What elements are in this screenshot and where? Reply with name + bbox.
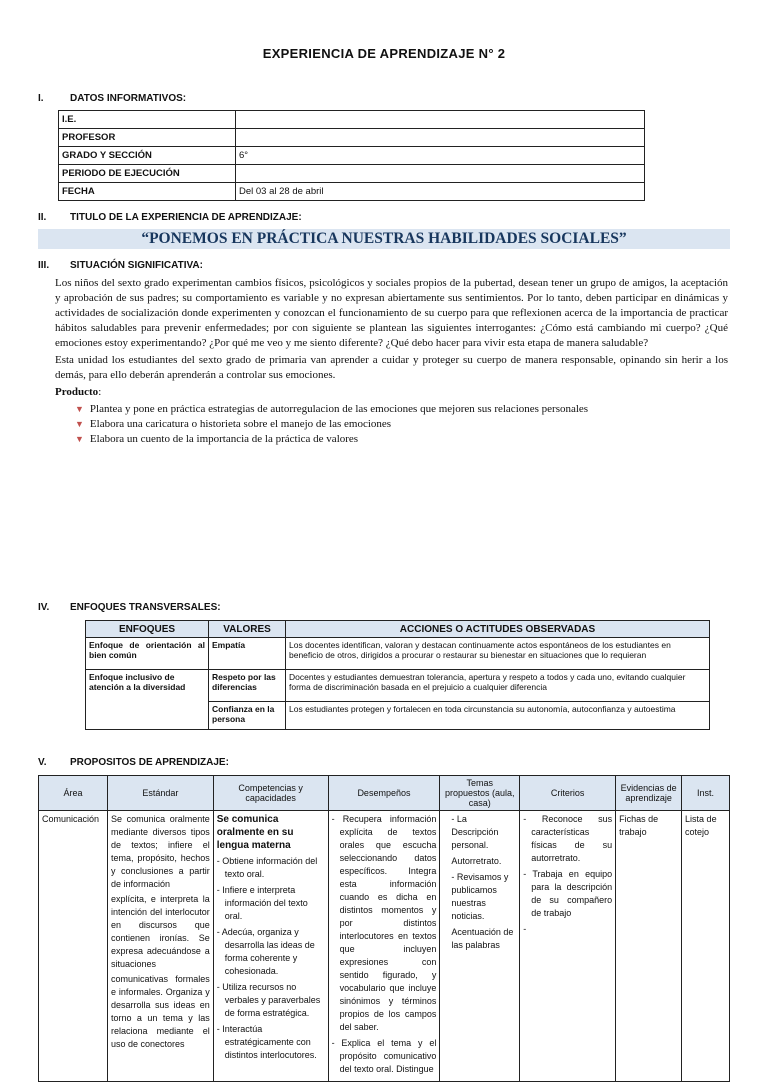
accion-cell: Los estudiantes protegen y fortalecen en toda circunstancia su autonomía, autoconfianza y autoestima <box>286 702 710 730</box>
column-header: Área <box>39 776 108 811</box>
info-row <box>59 111 645 129</box>
desempeno-item: - Recupera información explícita de textos orales que escucha seleccionando datos específicos. Integra esta información cuando es dicha en distintos momentos y por distintos interlocutores en textos que incluyen expresiones con sentido figurado, y vocabulario que incluye sinónimos y términos propios de los campos del saber. <box>331 814 437 1032</box>
accion-cell: Los docentes identifican, valoran y destacan continuamente actos espontáneos de los estudiantes en beneficio de otros, dirigidos a procurar o restaurar su bienestar en situaciones que lo requieran <box>286 638 710 670</box>
valor-cell: Empatía <box>209 638 286 670</box>
bullet-arrow-icon: ▼ <box>75 404 84 414</box>
section-3-heading <box>38 260 203 271</box>
document-title: EXPERIENCIA DE APRENDIZAJE N° 2 <box>262 46 506 61</box>
info-row <box>59 183 645 201</box>
section-label: PROPOSITOS DE APRENDIZAJE: <box>70 757 229 768</box>
capacidad-item-text: Adecúa, organiza y desarrolla las ideas de forma coherente y cohesionada. <box>221 927 315 976</box>
desempeno-item-text: Recupera información explícita de textos orales que escucha seleccionando datos específicos. Integra esta información cuando es dicha en distintos momentos y por distintos interlocutores en textos que incluyen expresiones con sentido figurado, y vocabulario que incluye sinónimos y términos propios de los campos del saber. <box>339 814 437 1032</box>
info-value: Del 03 al 28 de abril <box>236 183 645 201</box>
criterio-item: - Reconoce sus características físicas de su autorretrato. <box>523 814 613 863</box>
section-1-heading <box>38 93 186 104</box>
criterio-item: - Trabaja en equipo para la descripción de su compañero de trabajo <box>523 869 613 918</box>
estandar-text: Se comunica oralmente mediante diversos tipos de textos; infiere el tema, propósito, hechos y conclusiones a partir de información <box>110 814 210 889</box>
valor-cell: Confianza en la persona <box>209 702 286 730</box>
estandar-cell <box>107 811 213 1082</box>
capacidad-item: - Infiere e interpreta información del texto oral. <box>216 885 308 921</box>
capacidad-item-text: Utiliza recursos no verbales y paraverbales de forma estratégica. <box>222 982 321 1018</box>
section-number: IV. <box>38 602 50 613</box>
producto-item <box>75 402 728 417</box>
section-4-heading <box>38 602 221 613</box>
column-header: Estándar <box>107 776 213 811</box>
info-label: PERIODO DE EJECUCIÓN <box>59 165 236 183</box>
producto-item <box>75 432 728 447</box>
header-valores: VALORES <box>209 621 286 638</box>
section-number: II. <box>38 212 47 223</box>
producto-label: Producto <box>55 386 99 398</box>
section-5-heading <box>38 757 229 768</box>
section-label: DATOS INFORMATIVOS: <box>70 93 187 104</box>
paragraph: Esta unidad los estudiantes del sexto grado de primaria van aprender a cuidar y proteger su cuerpo de manera responsable, opinando sin herir a los demás, para ello deberán aprenderán a controlar sus emociones. <box>55 354 728 381</box>
estandar-text: comunicativas formales e informales. Organiza y desarrolla sus ideas en torno a un tema y las relaciona mediante el uso de conectores <box>110 974 210 1049</box>
section-number: I. <box>38 93 44 104</box>
tema-item: Acentuación de las palabras <box>451 927 514 950</box>
producto-text: Elabora una caricatura o historieta sobre el manejo de las emociones <box>89 418 392 430</box>
estandar-text: explícita, e interpreta la intención del interlocutor en discursos que contienen ironías. Se expresa adecuándose a situaciones <box>110 894 210 969</box>
column-header: Temas propuestos (aula, casa) <box>440 776 520 811</box>
competencias-cell <box>213 811 328 1082</box>
bullet-arrow-icon: ▼ <box>75 434 84 444</box>
capacidad-item: - Interactúa estratégicamente con distintos interlocutores. <box>216 1024 317 1060</box>
section-number: V. <box>38 757 47 768</box>
valor-cell: Respeto por las diferencias <box>209 670 286 702</box>
info-label: PROFESOR <box>59 129 236 147</box>
accion-cell: Docentes y estudiantes demuestran tolerancia, apertura y respeto a todos y cada uno, evitando cualquier forma de discriminación basada en el prejuicio a cualquier diferencia <box>286 670 710 702</box>
section-label: ENFOQUES TRANSVERSALES: <box>70 602 221 613</box>
situacion-significativa: Los niños del sexto grado experimentan cambios físicos, psicológicos y sociales propios de la pubertad, desean tener un grupo de amigos, la aceptación y aprobación de sus padres; su comportamiento es variable y no expresan abiertamente sus sentimientos. Por lo tanto, deben participar en dinámicas y actividades de socialización donde experimenten y conozcan el funcionamiento de su cuerpo para que reflexionen acerca de la importancia de practicar hábitos saludables para prevenir enfermedades; por con siguiente se plantean las siguientes interrogantes: ¿Cómo está cambiando mi cuerpo? ¿Qué emociones estoy experimentando? ¿Por qué me veo y me siento diferente? ¿Qué debo hacer para vivir esta etapa de manera saludable? Esta unidad los estudiantes del sexto grado de primaria van aprender a cuidar y proteger su cuerpo de manera responsable, opinando sin herir a los demás, para ello deberán aprenderán a controlar sus emociones. Producto: ▼ Plantea y pone en práctica estrategias de autorregulacion de las emociones que mejoren sus relaciones personales ▼ Elabora una caricatura o historieta sobre el manejo de las emociones ▼ Elabora un cuento de la importancia de la práctica de valores <box>55 277 728 445</box>
column-header: Competencias y capacidades <box>213 776 328 811</box>
section-number: III. <box>38 260 50 271</box>
info-value <box>236 111 645 129</box>
tema-item: Autorretrato. <box>451 856 502 866</box>
section-label: TITULO DE LA EXPERIENCIA DE APRENDIZAJE: <box>70 212 302 223</box>
capacidad-item-text: Infiere e interpreta información del texto oral. <box>222 885 308 921</box>
enfoque-cell: Enfoque inclusivo de atención a la diversidad <box>86 670 209 730</box>
bullet-arrow-icon: ▼ <box>75 419 84 429</box>
criterios-cell <box>520 811 616 1082</box>
info-value <box>236 129 645 147</box>
capacidad-item: - Adecúa, organiza y desarrolla las ideas de forma coherente y cohesionada. <box>216 927 315 976</box>
instrumento-cell: Lista de cotejo <box>682 811 730 1082</box>
tema-item: - La Descripción personal. <box>451 814 499 850</box>
desempenos-cell <box>328 811 440 1082</box>
column-header: Evidencias de aprendizaje <box>616 776 682 811</box>
area-cell: Comunicación <box>39 811 108 1082</box>
producto-list <box>75 402 728 447</box>
header-enfoques: ENFOQUES <box>86 621 209 638</box>
tema-item: - Revisamos y publicamos nuestras noticias. <box>451 872 509 921</box>
info-row <box>59 147 645 165</box>
section-label: SITUACIÓN SIGNIFICATIVA: <box>70 260 203 271</box>
enfoque-cell: Enfoque de orientación al bien común <box>86 638 209 670</box>
section-2-heading <box>38 212 302 223</box>
info-label: I.E. <box>59 111 236 129</box>
experience-title-banner: “PONEMOS EN PRÁCTICA NUESTRAS HABILIDADES SOCIALES” <box>38 229 730 249</box>
evidencias-cell: Fichas de trabajo <box>616 811 682 1082</box>
capacidad-item: - Obtiene información del texto oral. <box>216 856 318 879</box>
competencia-title: Se comunica oralmente en su lengua materna <box>216 814 294 851</box>
info-label: GRADO Y SECCIÓN <box>59 147 236 165</box>
producto-text: Plantea y pone en práctica estrategias de autorregulacion de las emociones que mejoren sus relaciones personales <box>89 403 589 415</box>
paragraph: Los niños del sexto grado experimentan cambios físicos, psicológicos y sociales propios de la pubertad, desean tener un grupo de amigos, la aceptación y aprobación de sus padres; su comportamiento es variable y no expresan abiertamente sus sentimientos. Por lo tanto, deben participar en dinámicas y actividades de socialización donde experimenten y conozcan el funcionamiento de su cuerpo para que reflexionen acerca de la importancia de practicar hábitos saludables para prevenir enfermedades; por con siguiente se plantean las siguientes interrogantes: ¿Cómo está cambiando mi cuerpo? ¿Qué emociones estoy experimentando? ¿Por qué me veo y me siento diferente? ¿Qué debo hacer para vivir esta etapa de manera saludable? <box>55 277 728 349</box>
column-header: Criterios <box>520 776 616 811</box>
propositos-table <box>38 775 730 1082</box>
producto-text: Elabora un cuento de la importancia de la práctica de valores <box>89 433 359 445</box>
info-row <box>59 165 645 183</box>
info-value: 6° <box>236 147 645 165</box>
producto-item <box>75 417 728 432</box>
info-row <box>59 129 645 147</box>
capacidad-item-text: Obtiene información del texto oral. <box>222 856 318 879</box>
temas-cell <box>440 811 520 1082</box>
column-header: Inst. <box>682 776 730 811</box>
info-label: FECHA <box>59 183 236 201</box>
criterio-item-text: Reconoce sus características físicas de su autorretrato. <box>531 814 613 863</box>
info-value <box>236 165 645 183</box>
capacidad-item: - Utiliza recursos no verbales y paraverbales de forma estratégica. <box>216 982 321 1018</box>
column-header: Desempeños <box>328 776 440 811</box>
desempeno-item-text: Explica el tema y el propósito comunicativo del texto oral. Distingue <box>339 1038 437 1074</box>
enfoques-table <box>85 620 710 730</box>
datos-informativos-table <box>58 110 645 201</box>
criterio-item-text: Trabaja en equipo para la descripción de su compañero de trabajo <box>531 869 613 918</box>
desempeno-item: - Explica el tema y el propósito comunicativo del texto oral. Distingue <box>331 1038 437 1074</box>
criterio-item: - <box>523 924 527 934</box>
header-acciones: ACCIONES O ACTITUDES OBSERVADAS <box>286 621 710 638</box>
capacidad-item-text: Interactúa estratégicamente con distintos interlocutores. <box>222 1024 317 1060</box>
